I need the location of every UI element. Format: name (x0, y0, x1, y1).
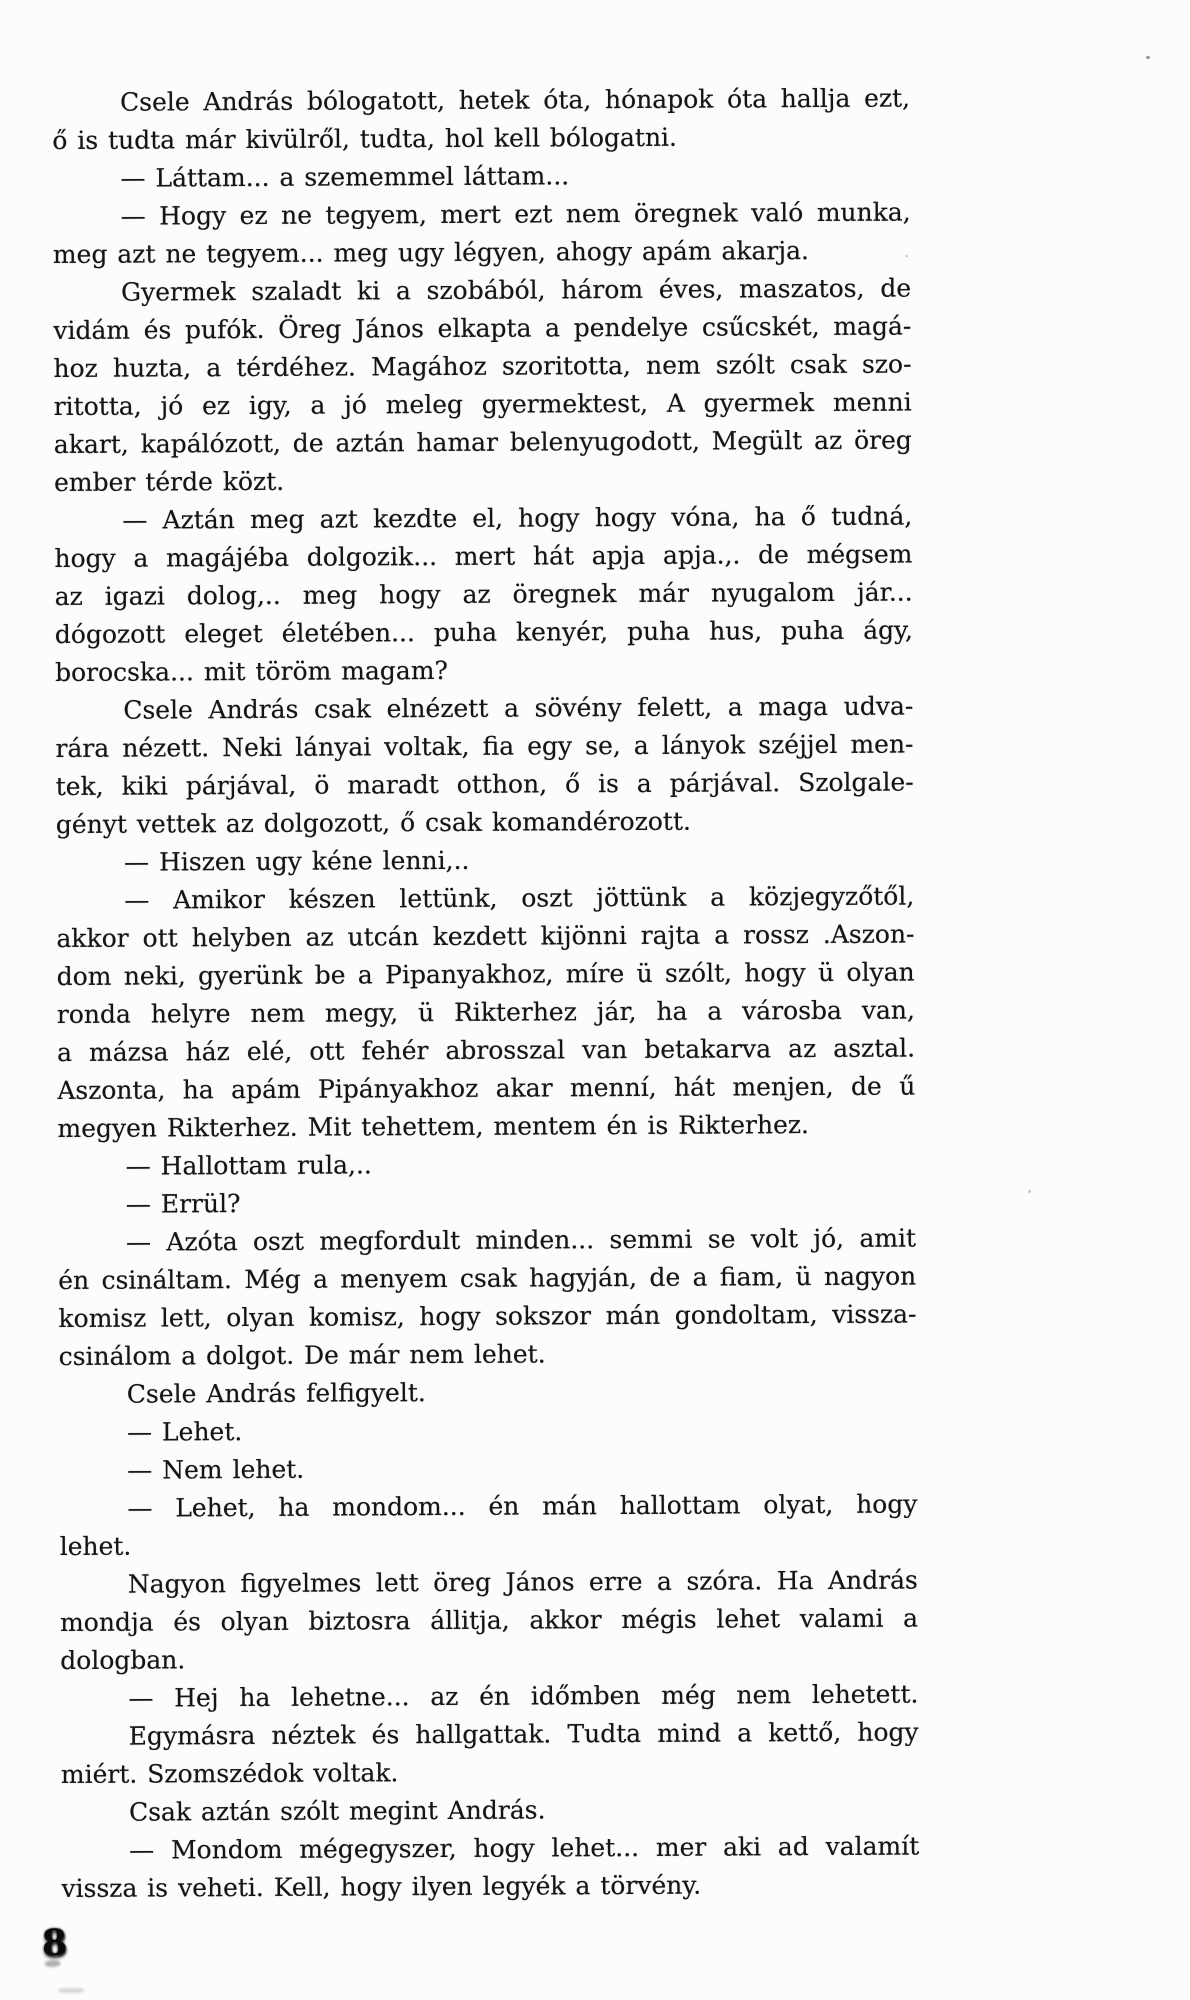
text-line: csinálom a dolgot. De már nem lehet. (58, 1339, 546, 1371)
scan-speck (1146, 56, 1150, 59)
text-line: — Lehet, ha mondom... én mán hallottam olyat, hogy (127, 1489, 918, 1523)
text-line: Csak aztán szólt megint András. (128, 1795, 546, 1827)
scan-speck (905, 255, 908, 257)
text-line: dologban. (60, 1645, 186, 1675)
text-line: — Hallottam rula,.. (125, 1150, 372, 1181)
text-line: dógozott eleget életében... puha kenyér, puha hus, puha ágy, (54, 615, 913, 649)
scan-speck (1028, 1190, 1031, 1193)
text-line: Egymásra néztek és hallgattak. Tudta mind a kettő, hogy (128, 1717, 919, 1751)
text-line: — Azóta oszt megfordult minden... semmi se volt jó, amit (125, 1223, 917, 1257)
text-line: én csináltam. Még a menyem csak hagyján, de a fiam, ü nagyon (58, 1261, 917, 1295)
text-line: borocska... mit töröm magam? (55, 655, 448, 687)
text-line: ronda helyre nem megy, ü Rikterhez jár, ha a városba van, (56, 995, 915, 1029)
text-line: Csele András csak elnézett a sövény felett, a maga udva- (123, 691, 914, 725)
text-line: dom neki, gyerünk be a Pipanyakhoz, míre ü szólt, hogy ü olyan (56, 957, 915, 991)
text-line: akkor ott helyben az utcán kezdett kijönni rajta a rossz .Aszon- (56, 919, 915, 953)
text-line: — Hej ha lehetne... az én időmben még nem lehetett. (128, 1679, 919, 1713)
text-block (52, 80, 920, 1908)
page-number: 8 (41, 1921, 68, 1965)
text-line: — Láttam... a szememmel láttam... (120, 161, 570, 193)
text-line: — Aztán meg azt kezdte el, hogy hogy vóna, ha ő tudná, (122, 501, 913, 535)
text-line: ritotta, jó ez igy, a jó meleg gyermektest, A gyermek menni (53, 387, 912, 421)
text-line: ember térde közt. (54, 466, 285, 497)
scan-speck (58, 1988, 84, 1993)
text-line: Aszonta, ha apám Pipányakhoz akar menní, hát menjen, de ű (57, 1071, 916, 1105)
text-line: rára nézett. Neki lányai voltak, fia egy se, a lányok széjjel men- (55, 729, 914, 763)
text-line: — Nem lehet. (127, 1454, 305, 1485)
text-line: Gyermek szaladt ki a szobából, három éves, maszatos, de (121, 273, 912, 307)
text-line: meg azt ne tegyem... meg ugy légyen, ahogy apám akarja. (52, 236, 810, 269)
text-line: mondja és olyan biztosra állitja, akkor mégis lehet valami a (59, 1603, 919, 1637)
text-line: az igazi dolog,.. meg hogy az öregnek már nyugalom jár... (54, 577, 913, 611)
text-line: — Lehet. (126, 1417, 243, 1447)
text-line: megyen Rikterhez. Mit tehettem, mentem én is Rikterhez. (57, 1110, 810, 1143)
text-line: ő is tudta már kivülről, tudta, hol kell bólogatni. (52, 122, 678, 155)
text-line: akart, kapálózott, de aztán hamar belenyugodott, Megült az öreg (53, 425, 912, 459)
text-line: — Amikor készen lettünk, oszt jöttünk a közjegyzőtől, (124, 881, 915, 915)
text-line: Csele András bólogatott, hetek óta, hónapok óta hallja ezt, (120, 83, 911, 117)
text-line: Csele András felfigyelt. (126, 1378, 426, 1409)
text-line: vissza is veheti. Kell, hogy ilyen legyék a törvény. (61, 1870, 702, 1903)
text-line: miért. Szomszédok voltak. (60, 1758, 399, 1789)
text-line: gényt vettek az dolgozott, ő csak komandérozott. (55, 806, 692, 839)
text-line: tek, kiki párjával, ö maradt otthon, ő is a párjával. Szolgale- (55, 767, 914, 801)
text-line: vidám és pufók. Öreg János elkapta a pendelye csűcskét, magá- (53, 311, 912, 345)
text-line: komisz lett, olyan komisz, hogy sokszor mán gondoltam, vissza- (58, 1299, 917, 1333)
text-line: hogy a magájéba dolgozik... mert hát apja apja.,. de mégsem (54, 539, 913, 573)
text-line: — Hiszen ugy kéne lenni,.. (123, 845, 470, 877)
text-line: a mázsa ház elé, ott fehér abrosszal van betakarva az asztal. (56, 1033, 916, 1067)
text-line: — Hogy ez ne tegyem, mert ezt nem öregnek való munka, (120, 197, 911, 231)
text-line: Nagyon figyelmes lett öreg János erre a szóra. Ha András (127, 1565, 918, 1599)
text-line: — Errül? (125, 1189, 241, 1219)
text-line: — Mondom mégegyszer, hogy lehet... mer aki ad valamít (129, 1831, 920, 1865)
text-line: hoz huzta, a térdéhez. Magához szoritotta, nem szólt csak szo- (53, 349, 912, 383)
text-line: lehet. (59, 1531, 132, 1561)
